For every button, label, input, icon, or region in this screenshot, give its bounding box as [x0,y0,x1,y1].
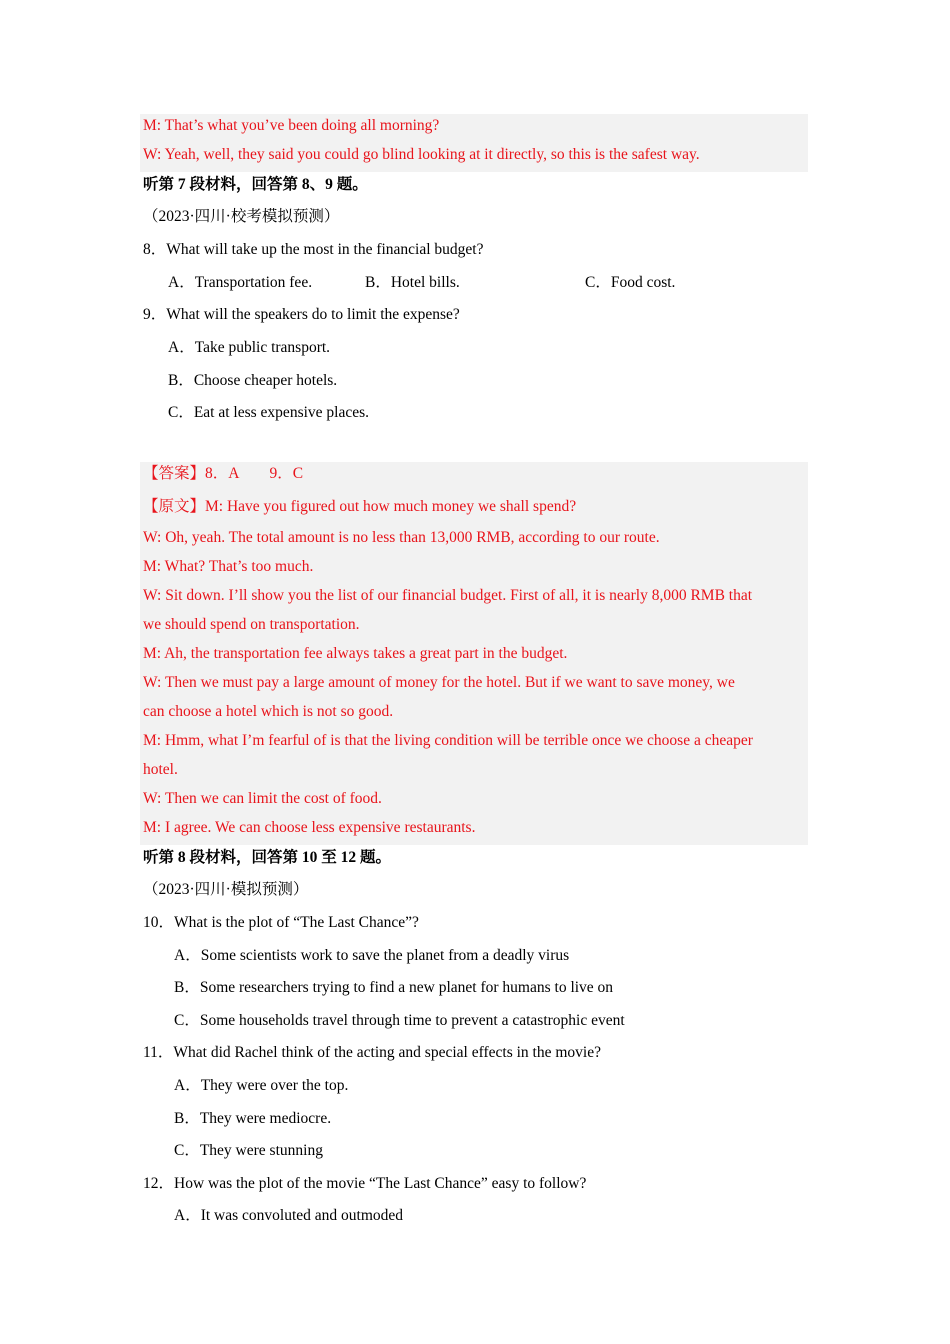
question-option: B．Choose cheaper hotels. [168,372,338,389]
transcript-line: M: Hmm, what I’m fearful of is that the living condition will be terrible once we choose a cheaper [143,732,753,749]
answer-9: 9．C [269,465,304,482]
transcript-first-line [143,497,576,517]
question-option: A．They were over the top. [174,1077,349,1094]
transcript-line: M: What? That’s too much. [143,558,314,575]
question-source: （2023·四川·校考模拟预测） [143,208,340,225]
question-option: C．Food cost. [585,274,676,291]
question-option: A．Transportation fee. [168,274,313,291]
dialogue-line: W: Yeah, well, they said you could go blind looking at it directly, so this is the safest way. [143,146,700,163]
question-stem: 10．What is the plot of “The Last Chance”? [143,914,419,931]
transcript-line: W: Oh, yeah. The total amount is no less than 13,000 RMB, according to our route. [143,529,660,546]
transcript-line: W: Sit down. I’ll show you the list of our financial budget. First of all, it is nearly 8,000 RMB that [143,587,753,604]
question-stem: 9．What will the speakers do to limit the expense? [143,306,460,323]
transcript-line: M: I agree. We can choose less expensive restaurants. [143,819,476,836]
transcript-line: M: Have you figured out how much money we shall spend? [205,498,577,515]
transcript-line: W: Then we must pay a large amount of money for the hotel. But if we want to save money, we [143,674,735,691]
answer-8: 8．A [205,465,240,482]
question-option: C．They were stunning [174,1142,323,1159]
question-stem: 11．What did Rachel think of the acting and special effects in the movie? [143,1044,601,1061]
question-stem: 8．What will take up the most in the financial budget? [143,241,484,258]
answer-label: 【答案】 [143,465,206,482]
question-option: A．Some scientists work to save the planet from a deadly virus [174,947,570,964]
section-heading: 听第 7 段材料，回答第 8、9 题。 [143,176,368,193]
section-heading: 听第 8 段材料，回答第 10 至 12 题。 [143,849,392,866]
question-option: B．Some researchers trying to find a new planet for humans to live on [174,979,614,996]
dialogue-line: M: That’s what you’ve been doing all morning? [143,117,440,134]
question-option: B．They were mediocre. [174,1110,332,1127]
transcript-line: we should spend on transportation. [143,616,360,633]
transcript-label: 【原文】 [143,498,206,515]
transcript-line: hotel. [143,761,178,778]
question-stem: 12．How was the plot of the movie “The Last Chance” easy to follow? [143,1175,587,1192]
answer-line [143,464,303,484]
question-option: C．Eat at less expensive places. [168,404,370,421]
question-option: A．It was convoluted and outmoded [174,1207,404,1224]
transcript-line: W: Then we can limit the cost of food. [143,790,382,807]
question-option: B．Hotel bills. [365,274,460,291]
question-source: （2023·四川·模拟预测） [143,881,309,898]
question-option: C．Some households travel through time to prevent a catastrophic event [174,1012,625,1029]
transcript-line: M: Ah, the transportation fee always takes a great part in the budget. [143,645,568,662]
question-option: A．Take public transport. [168,339,331,356]
transcript-line: can choose a hotel which is not so good. [143,703,394,720]
